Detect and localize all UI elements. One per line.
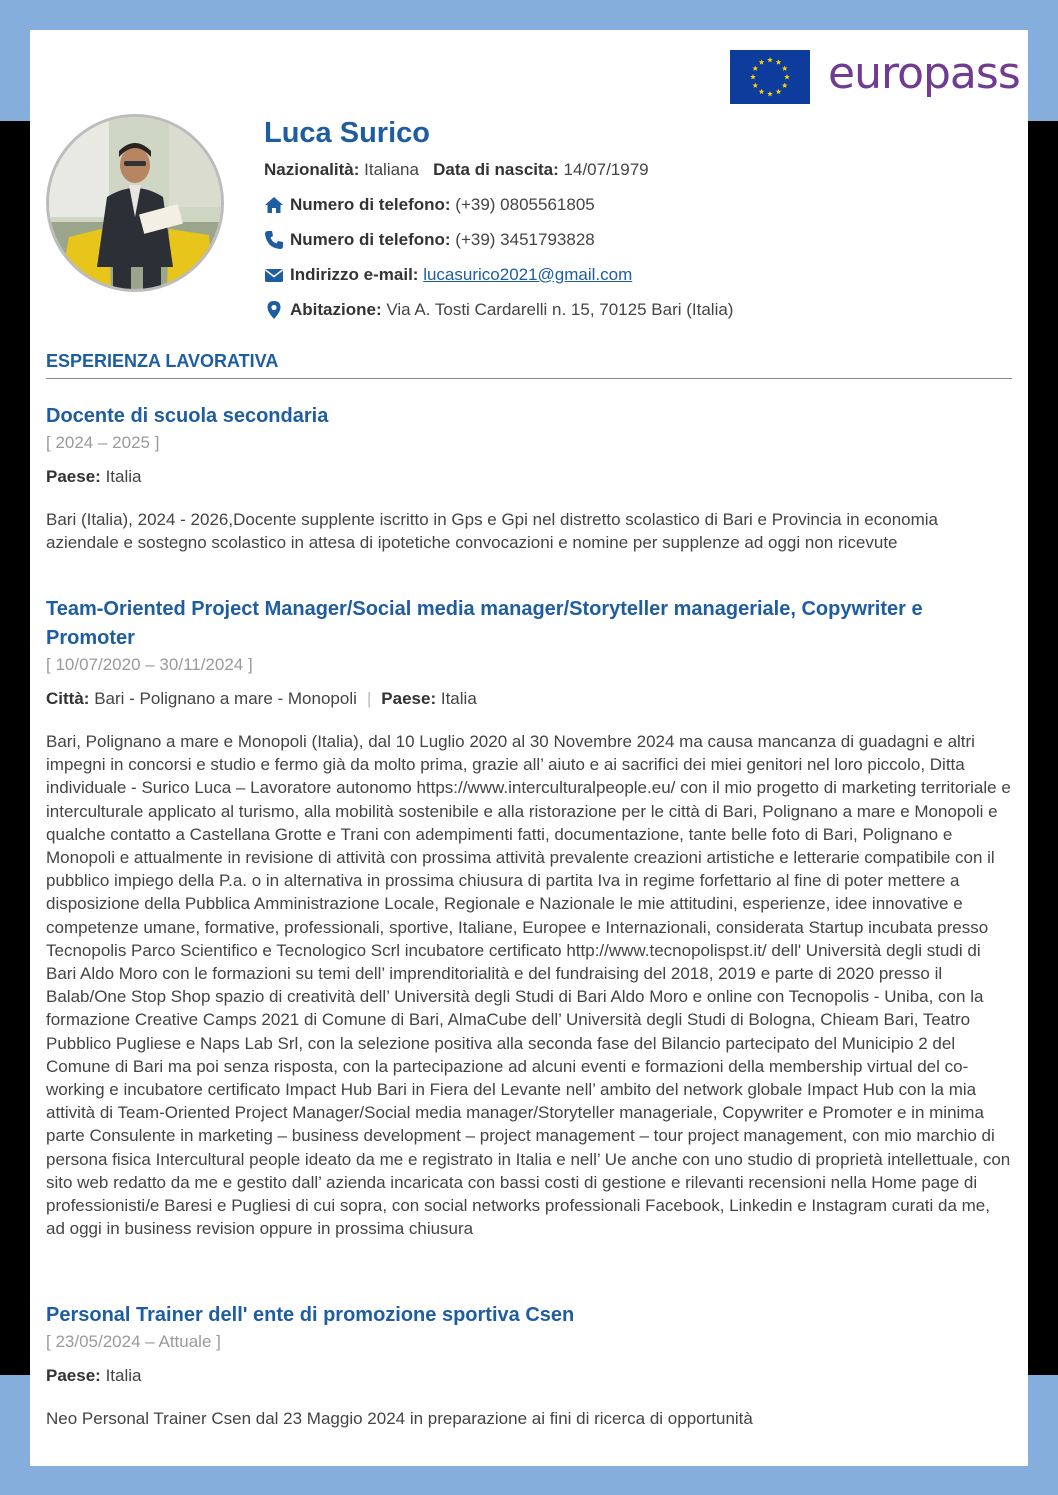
city-label: Città: — [46, 689, 90, 708]
cv-page — [30, 30, 1028, 1466]
country-label: Paese: — [46, 1366, 101, 1385]
phone1-label: Numero di telefono: — [290, 194, 451, 214]
phone1-line — [264, 187, 733, 222]
nationality-line — [264, 152, 733, 187]
job-date: [ 23/05/2024 – Attuale ] — [46, 1332, 221, 1351]
email-label: Indirizzo e-mail: — [290, 264, 419, 284]
job-date: [ 2024 – 2025 ] — [46, 433, 160, 452]
job-location — [46, 687, 1012, 711]
job-title: Team-Oriented Project Manager/Social media manager/Storyteller manageriale, Copywriter e Promoter — [46, 598, 923, 649]
location-pin-icon — [264, 300, 284, 320]
job-description: Bari, Polignano a mare e Monopoli (Italia), dal 10 Luglio 2020 al 30 Novembre 2024 ma causa mancanza di guadagni e altri impegni in concorsi e studio e fermo già da molto prima, grazie all’ aiuto e ai sacrifici dei miei genitori nel loro piccolo, Ditta individuale - Surico Luca – Lavoratore autonomo https://www.interculturalpeople.eu/ con il mio progetto di marketing territoriale e interculturale applicato al turismo, alla mobilità sostenibile e alla ristorazione per le città di Bari, Polignano a mare e Monopoli e qualche contatto a Castellana Grotte e Trani con adempimenti fatti, documentazione, tante belle foto di Bari, Polignano e Monopoli e attualmente in revisione di attività con prossima attività prevalente creazioni artistiche e letterarie compatibile con il pubblico impiego della P.a. o in alternativa in prossima chiusura di partita Iva in regime forfettario al fine di poter mettere a disposizione della Pubblica Amministrazione Locale, Regionale e Nazionale le mie attitudini, esperienze, idee innovative e competenze umane, formative, professionali, sportive, Italiane, Europee e Internazionali, considerata Startup incubata presso Tecnopolis Parco Scientifico e Tecnologico Scrl incubatore certificato http://www.tecnopolispst.it/ dell' Università degli studi di Bari Aldo Moro con le formazioni su temi dell’ imprenditorialità e del fundraising del 2018, 2019 e parte di 2020 presso il Balab/One Stop Shop spazio di creatività dell’ Università degli Studi di Bari Aldo Moro e online con Tecnopolis - Uniba, con la formazione Creative Camps 2021 di Comune di Bari, AlmaCube dell’ Università degli Studi di Bologna, Chieam Bari, Teatro Pubblico Pugliese e Naps Lab Srl, con la selezione positiva alla seconda fase del Bilancio partecipato del Municipio 2 del Comune di Bari ma poi senza risposta, con la partecipazione ad alcuni eventi e formazioni della membership virtual del co-working e incubatore certificato Impact Hub Bari in Fiera del Levante nell’ ambito del network globale Impact Hub con la mia attività di Team-Oriented Project Manager/Social media manager/Storyteller manageriale, Copywriter e Promoter e in minima parte Consulente in marketing – business development – project management – tour project management, con mio marchio di persona fisica Intercultural people ideato da me e registrato in Italia e nell’ Ue anche con uno studio di proprietà intellettuale, con sito web redatto da me e gestito dall’ azienda incaricata con bassi costi di gestione e rilevanti recensioni nella Home page di professionisti/e Baresi e Pugliesi di cui sopra, con social networks professionali Facebook, Linkedin e Instagram curati da me, ad oggi in business revision oppure in prossima chiusura — [46, 732, 1011, 1239]
phone1-value: (+39) 0805561805 — [455, 194, 595, 214]
job-title: Docente di scuola secondaria — [46, 405, 329, 427]
country-value: Italia — [105, 1366, 142, 1385]
job-description: Neo Personal Trainer Csen dal 23 Maggio 2024 in preparazione ai fini di ricerca di opportunità — [46, 1409, 753, 1428]
europass-wordmark: europass — [828, 48, 1020, 99]
email-line — [264, 257, 733, 292]
birth-label: Data di nascita: — [433, 159, 559, 179]
country-label: Paese: — [381, 689, 437, 708]
nationality-value: Italiana — [364, 159, 419, 179]
phone2-label: Numero di telefono: — [290, 229, 451, 249]
address-label: Abitazione: — [290, 299, 382, 319]
phone2-value: (+39) 3451793828 — [455, 229, 595, 249]
address-value: Via A. Tosti Cardarelli n. 15, 70125 Bari (Italia) — [386, 299, 734, 319]
eu-flag-logo — [730, 50, 810, 104]
job-title: Personal Trainer dell' ente di promozione sportiva Csen — [46, 1304, 575, 1326]
phone2-line — [264, 222, 733, 257]
city-value: Bari - Polignano a mare - Monopoli — [94, 689, 357, 708]
profile-name: Luca Surico — [264, 117, 430, 149]
address-line — [264, 292, 733, 327]
job-date: [ 10/07/2020 – 30/11/2024 ] — [46, 655, 253, 674]
job-entry-2 — [46, 595, 1012, 1240]
envelope-icon — [264, 265, 284, 285]
country-value: Italia — [105, 467, 142, 486]
birth-date-value: 14/07/1979 — [563, 159, 649, 179]
job-entry-3 — [46, 1301, 1012, 1430]
email-link[interactable]: lucasurico2021@gmail.com — [423, 264, 633, 284]
section-title-work-experience: ESPERIENZA LAVORATIVA — [46, 351, 1012, 379]
profile-photo — [46, 114, 224, 292]
meta-separator: | — [366, 689, 372, 708]
nationality-label: Nazionalità: — [264, 159, 360, 179]
profile-header — [264, 114, 733, 327]
home-icon — [264, 195, 284, 215]
phone-icon — [264, 230, 284, 250]
country-value: Italia — [440, 689, 477, 708]
job-location — [46, 1364, 1012, 1388]
job-location — [46, 465, 1012, 489]
job-description: Bari (Italia), 2024 - 2026,Docente supplente iscritto in Gps e Gpi nel distretto scolastico di Bari e Provincia in economia aziendale e sostegno scolastico in attesa di ipotetiche convocazioni e nomine per supplenze ad oggi non ricevute — [46, 510, 939, 553]
job-entry-1 — [46, 402, 1012, 554]
country-label: Paese: — [46, 467, 101, 486]
